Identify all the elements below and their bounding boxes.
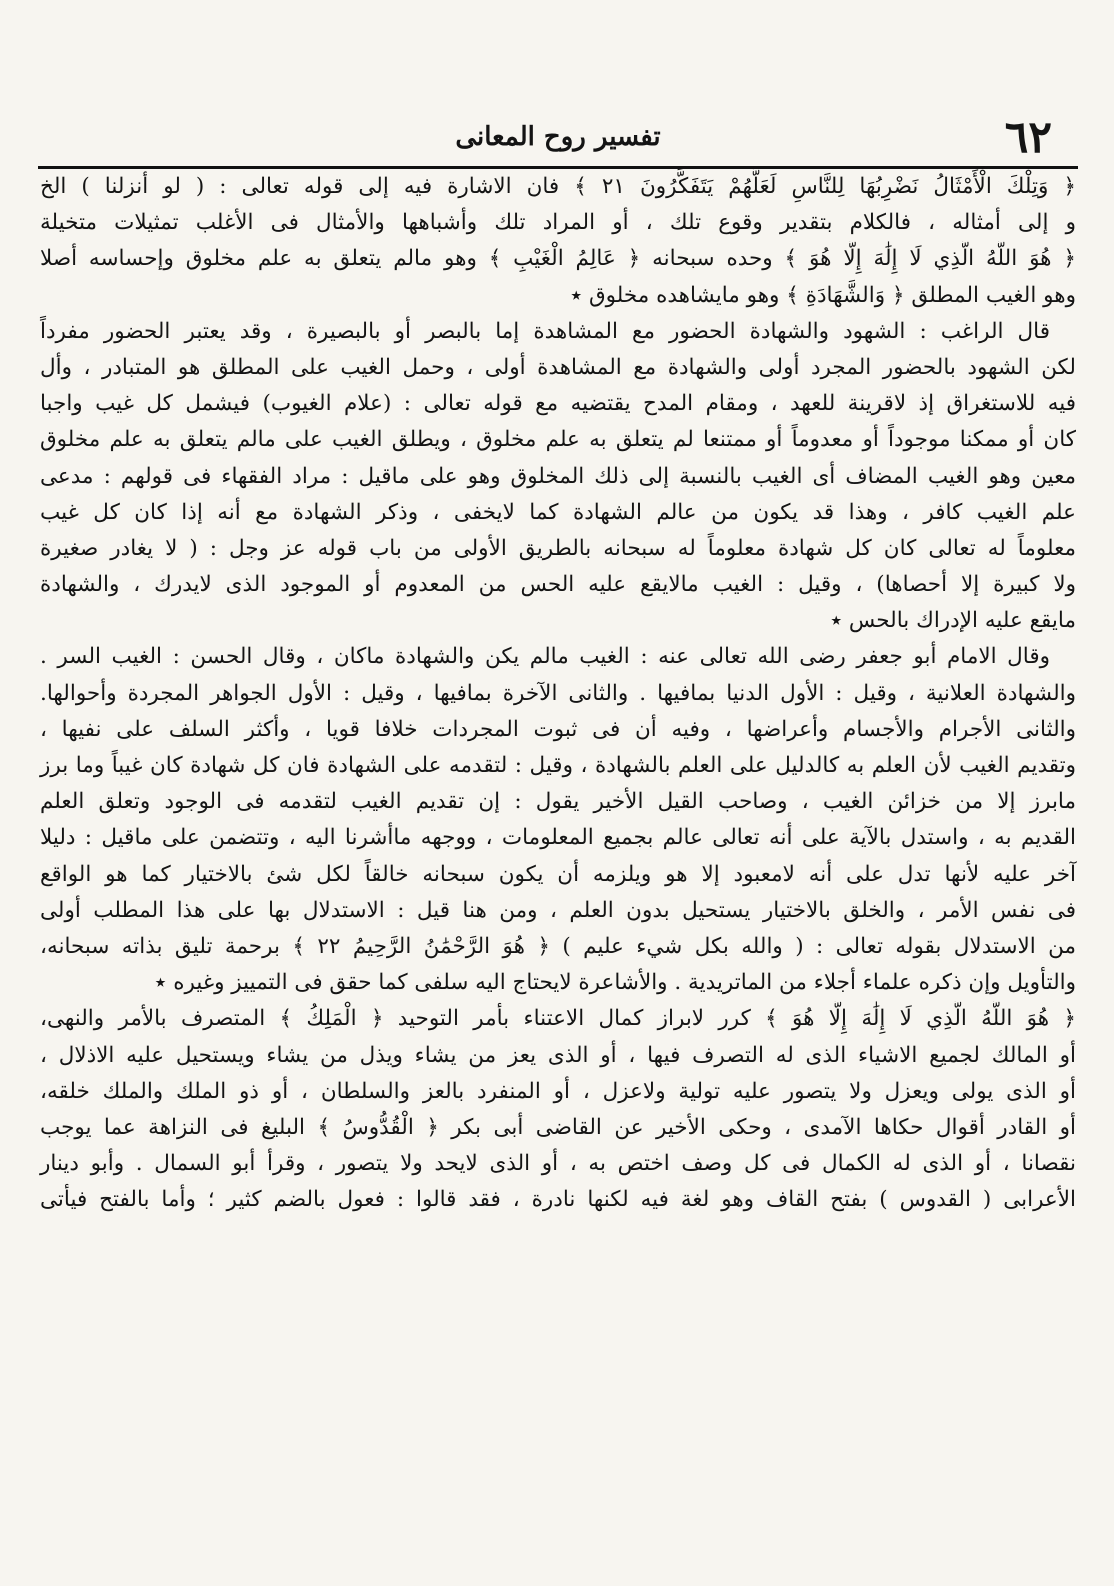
text-line: والتأويل وإن ذكره علماء أجلاء من الماتريدية . والأشاعرة لايحتاج اليه سلفى كما حقق فى التمييز وغيره ٭ xyxy=(154,970,1076,996)
text-line: ﴿ وَتِلْكَ الْأَمْثَالُ نَضْرِبُهَا لِلنَّاسِ لَعَلَّهُمْ يَتَفَكَّرُونَ ٢١ ﴾ فان الاشارة فيه إلى قوله تعالى : ( لو أنزلنا ) الخ xyxy=(40,174,1077,199)
text-line: وقال الامام أبو جعفر رضى الله تعالى عنه : الغيب مالم يكن والشهادة ماكان ، وقال الحسن : الغيب السر . xyxy=(40,644,1050,670)
running-title: تفسير روح المعانى xyxy=(455,122,661,152)
text-line: لكن الشهود بالحضور المجرد أولى والشهادة مع المشاهدة أولى ، وحمل الغيب على المطلق هو المتبادر ، وأل xyxy=(40,354,1076,380)
text-line: آخر عليه لأنها تدل على أنه لامعبود إلا هو ويلزمه أن يكون سبحانه خالقاً لكل شئ بالاختيار كما هو الواقع xyxy=(40,861,1076,887)
text-line: مابرز إلا من خزائن الغيب ، وصاحب القيل الأخير يقول : إن تقديم الغيب لتقدمه فى الوجود وتعلق العلم xyxy=(40,789,1076,815)
text-line: ولا كبيرة إلا أحصاها) ، وقيل : الغيب مالايقع عليه الحس من المعدوم أو الموجود الذى لايدرك ، والشهادة xyxy=(40,572,1076,598)
text-line: فى نفس الأمر ، والخلق بالاختيار يستحيل بدون العلم ، ومن هنا قيل : الاستدلال بها على هذا المطلب أولى xyxy=(40,897,1076,923)
text-line: ﴿ هُوَ اللَّهُ الَّذِي لَا إِلَٰهَ إِلَّا هُوَ ﴾ كرر لابراز كمال الاعتناء بأمر التوحيد ﴿ الْمَلِكُ ﴾ المتصرف بالأمر والنهى، xyxy=(40,1006,1076,1032)
text-line: قال الراغب : الشهود والشهادة الحضور مع المشاهدة إما بالبصر أو بالبصيرة ، وقد يعتبر الحضور مفرداً xyxy=(40,318,1050,344)
text-line: والشهادة العلانية ، وقيل : الأول الدنيا بمافيها . والثانى الآخرة بمافيها ، وقيل : الأول الجواهر المجردة وأحوالها. xyxy=(40,680,1076,706)
text-line: فيه للاستغراق إذ لاقرينة للعهد ، ومقام المدح يقتضيه مع قوله تعالى : (علام الغيوب) فيشمل كل غيب واجبا xyxy=(40,391,1076,417)
page-header xyxy=(38,112,1078,169)
text-line: الأعرابى ( القدوس ) بفتح القاف وهو لغة فيه لكنها نادرة ، فقد قالوا : فعول بالضم كثير ؛ وأما بالفتح فيأتى xyxy=(40,1187,1076,1213)
text-line: علم الغيب كافر ، وهذا قد يكون من عالم الشهادة كما لايخفى ، وذكر الشهادة مع أنه إذا كان كل غيب xyxy=(40,499,1076,525)
text-line: أو القادر أقوال حكاها الآمدى ، وحكى الأخير عن القاضى أبى بكر ﴿ الْقُدُّوسُ ﴾ البليغ فى النزاهة عما يوجب xyxy=(40,1114,1076,1140)
text-line: نقصانا ، أو الذى له الكمال فى كل وصف اختص به ، أو الذى لايحد ولا يتصور ، وقرأ أبو السمال . وأبو دينار xyxy=(40,1151,1076,1177)
text-line: معلوماً له تعالى كان كل شهادة معلوماً له سبحانه بالطريق الأولى من باب قوله عز وجل : ( لا يغادر صغيرة xyxy=(40,535,1076,561)
text-line: أو الذى يولى ويعزل ولا يتصور عليه تولية ولاعزل ، أو المنفرد بالعز والسلطان ، أو ذو الملك والملك خلقه، xyxy=(40,1078,1076,1104)
text-line: وتقديم الغيب لأن العلم به كالدليل على العلم بالشهادة ، وقيل : لتقدمه على الشهادة فان كل شهادة كان غيباً وما برز xyxy=(40,753,1076,778)
text-line: أو المالك لجميع الاشياء الذى له التصرف فيها ، أو الذى يعز من يشاء ويذل من يشاء ويستحيل عليه الاذلال ، xyxy=(40,1042,1076,1068)
text-line: ﴿ هُوَ اللَّهُ الَّذِي لَا إِلَٰهَ إِلَّا هُوَ ﴾ وحده سبحانه ﴿ عَالِمُ الْغَيْبِ ﴾ وهو مالم يتعلق به علم مخلوق وإحساسه أصلا xyxy=(40,246,1076,272)
book-page xyxy=(38,112,1078,1558)
text-line: وهو الغيب المطلق ﴿ وَالشَّهَادَةِ ﴾ وهو مايشاهده مخلوق ٭ xyxy=(570,282,1076,308)
text-line: و إلى أمثاله ، فالكلام بتقدير وقوع تلك ، أو المراد تلك وأشباهها والأمثال فى الأغلب تمثيلات متخيلة xyxy=(40,210,1076,236)
text-line: من الاستدلال بقوله تعالى : ( والله بكل شيء عليم ) ﴿ هُوَ الرَّحْمَٰنُ الرَّحِيمُ ٢٢ ﴾ برحمة تليق بذاته سبحانه، xyxy=(40,933,1076,959)
text-line: مايقع عليه الإدراك بالحس ٭ xyxy=(830,608,1076,634)
text-line: القديم به ، واستدل بالآية على أنه تعالى عالم بجميع المعلومات ، ووجهه ماأشرنا اليه ، وتتضمن على ماقيل : دليلا xyxy=(40,825,1076,851)
text-line: كان أو ممكنا موجوداً أو معدوماً أو ممتنعا لم يتعلق به علم مخلوق ، ويطلق الغيب على مالم يتعلق به علم مخلوق xyxy=(40,427,1076,453)
commentary-text xyxy=(38,169,1078,1218)
text-line: والثانى الأجرام والأجسام وأعراضها ، وفيه أن فى ثبوت المجردات خلافا قويا ، وأكثر السلف على نفيها ، xyxy=(40,716,1076,742)
page-number: ٦٢ xyxy=(1004,112,1052,163)
text-line: معين وهو الغيب المضاف أى الغيب بالنسبة إلى ذلك المخلوق وهو على ماقيل : مراد الفقهاء فى قولهم : مدعى xyxy=(40,463,1076,489)
